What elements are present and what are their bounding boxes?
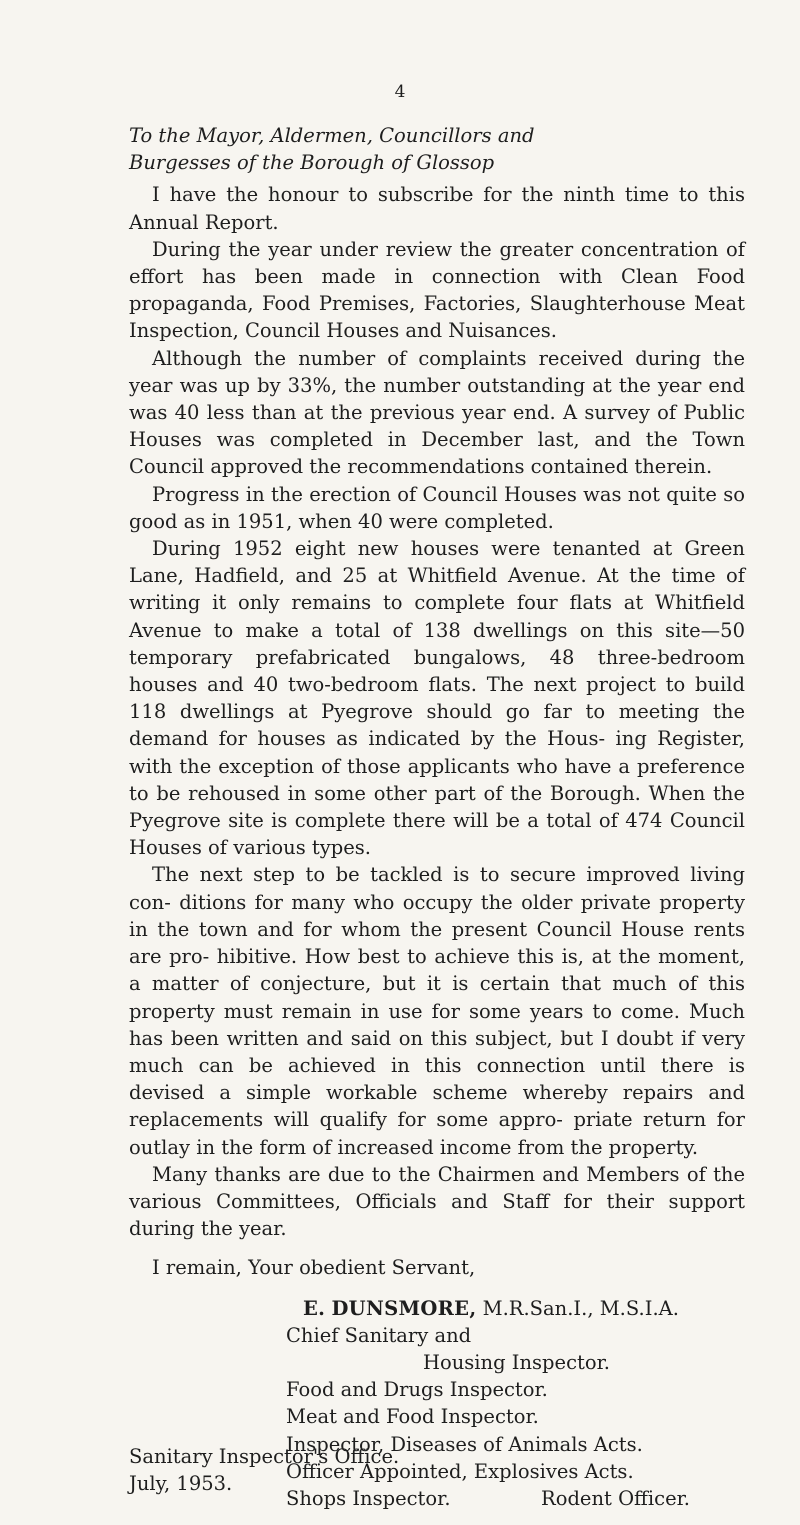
signatory-title: Officer Appointed, Explosives Acts.: [286, 1459, 634, 1483]
office-name: Sanitary Inspector's Office.: [129, 1444, 400, 1468]
signatory-qualifications: M.R.San.I., M.S.I.A.: [482, 1296, 679, 1320]
letter-date: July, 1953.: [129, 1471, 233, 1495]
signatory-initial: E.: [303, 1296, 326, 1320]
closing-line: I remain, Your obedient Servant,: [152, 1256, 476, 1280]
salutation: [129, 122, 745, 176]
signatory-title: Inspector, Diseases of Animals Acts.: [286, 1432, 643, 1456]
paragraph: I have the honour to subscribe for the ninth time to this Annual Report.: [129, 183, 745, 234]
signatory-title: Chief Sanitary and: [286, 1323, 472, 1347]
signature-block: [129, 1295, 745, 1525]
salutation-line: Burgesses of the Borough of Glossop: [129, 151, 495, 175]
paragraph: The next step to be tackled is to secure improved living con- ditions for many who occupy the older private property in the town and for whom the present Council House rents are pro- hibitive. How best to achieve this is, at the moment, a matter of conjecture, but it is certain that much of this property must remain in use for some years to come. Much has been written and said on this subject, but I doubt if very much can be achieved in this connection until there is devised a simple workable scheme whereby repairs and replacements will qualify for some appro- priate return for outlay in the form of increased income from the property.: [129, 863, 745, 1159]
page-number: 4: [394, 82, 406, 102]
paragraph: Progress in the erection of Council Houses was not quite so good as in 1951, when 40 were completed.: [129, 482, 745, 533]
paragraph: During the year under review the greater concentration of effort has been made in connection with Clean Food propaganda, Food Premises, Factories, Slaughterhouse Meat Inspection, Council Houses and Nuisances.: [129, 237, 745, 343]
signatory-surname: DUNSMORE,: [331, 1296, 477, 1320]
signatory-title: Meat and Food Inspector.: [286, 1405, 539, 1429]
letter-body: [129, 122, 745, 1525]
salutation-line: To the Mayor, Aldermen, Councillors and: [129, 124, 535, 147]
signatory-title: Housing Inspector.: [423, 1350, 610, 1374]
paragraph: During 1952 eight new houses were tenanted at Green Lane, Hadfield, and 25 at Whitfield Avenue. At the time of writing it only remains to complete four flats at Whitfield Avenue to make a total of 138 dwellings on this site—50 temporary prefabricated bungalows, 48 three-bedroom houses and 40 two-bedroom flats. The next project to build 118 dwellings at Pyegrove should go far to meeting the demand for houses as indicated by the Hous- ing Register, with the exception of those applicants who have a preference to be rehoused in some other part of the Borough. When the Pyegrove site is complete there will be a total of 474 Council Houses of various types.: [129, 537, 745, 860]
signatory-name: [286, 1295, 746, 1322]
office-block: [129, 1443, 399, 1497]
signatory-title: Rodent Officer.: [541, 1486, 690, 1510]
signatory-title: Shops Inspector.: [286, 1486, 451, 1510]
signatory-title: Food and Drugs Inspector.: [286, 1378, 548, 1402]
paragraph: Many thanks are due to the Chairmen and Members of the various Committees, Officials and Staff for their support during the year.: [129, 1162, 745, 1241]
paragraph: Although the number of complaints received during the year was up by 33%, the number outstanding at the year end was 40 less than at the previous year end. A survey of Public Houses was completed in December last, and the Town Council approved the recommendations contained therein.: [129, 346, 745, 479]
